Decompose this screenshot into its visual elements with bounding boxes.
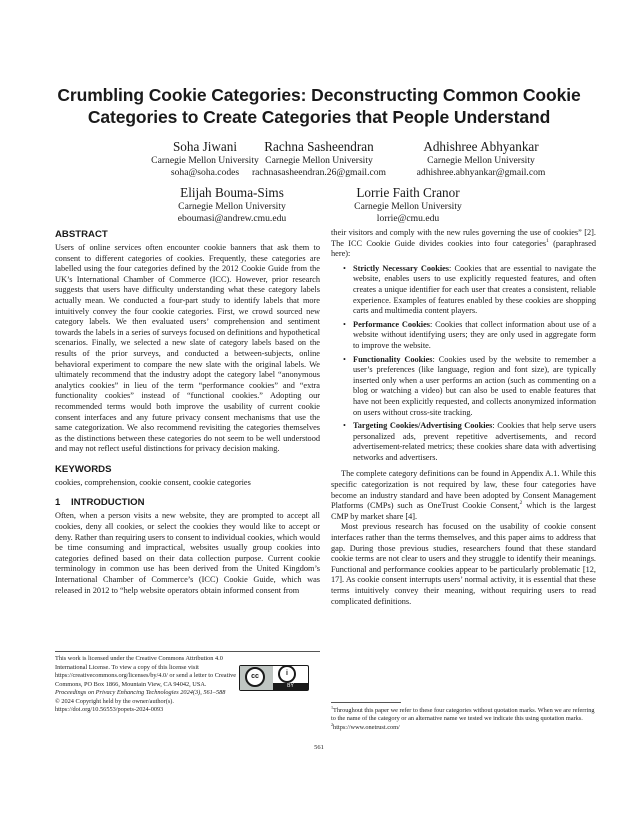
abstract-text: Users of online services often encounter cookie banners that ask them to consent to different categories of cookies. Frequently, these categories are labelled using the four categories defined by the 2012 Cookie Guide from the UK’s International Chamber of Commerce (ICC). However, prior research suggests that users have difficulty understanding what these category labels actually mean. We conducted a four-part study to identify labels that more intuitively convey the four cookie categories. First, we crowd sourced new category labels. We then evaluated users’ comprehension and sentiment towards the labels in a series of surveys focused on definitions and hypothetical scenarios. Finally, we selected a new slate of category labels based on the results of the prior surveys, and conducted a between-subjects, online behavioral experiment to compare the new slate with the original labels. We ultimately recommend that the industry adopt the category label “anonymous analytics cookies” in lieu of the term “performance cookies” and “extra functionality cookies” instead of “functional cookies.” Adopting our recommended terms would both improve the usability of current cookie consent interfaces and any future privacy consent mechanisms that use the same categorization. We also recommend revisiting the categories themselves as the distinctions between these categories do not seem to be well understood and may not reflect useful distinctions for privacy decision making. [55, 243, 320, 454]
copyright-line: © 2024 Copyright held by the owner/author(s). [55, 697, 174, 705]
category-term: Strictly Necessary Cookies [353, 263, 450, 273]
author-name: Elijah Bouma-Sims [180, 185, 284, 200]
category-term: Performance Cookies [353, 319, 431, 329]
keywords-text: cookies, comprehension, cookie consent, cookie categories [55, 477, 251, 487]
footnote-1: $^1$Throughout this paper we refer to these four categories without quotation marks. When we are referring to the name of the category or an alternative name we tested we indicate this using quotation marks. [331, 704, 595, 723]
list-item [343, 320, 596, 352]
author-affiliation: Carnegie Mellon University [151, 155, 259, 166]
section-number: 1 [55, 497, 61, 509]
footnotes [331, 702, 596, 734]
list-item [343, 264, 596, 317]
category-desc: : Cookies that help serve users personalized ads, prevent repetitive advertisements, and record advertisement-related metrics; these cookies share data with advertising networks and advertisers. [353, 421, 596, 462]
paper-title: Crumbling Cookie Categories: Deconstructing Common Cookie Categories to Create Categories that People Understand [57, 85, 581, 127]
author-4 [157, 185, 307, 224]
cookie-category-list [331, 264, 596, 464]
left-column [55, 229, 320, 596]
divider [331, 702, 401, 703]
abstract-heading: ABSTRACT [55, 229, 108, 240]
category-desc: : Cookies that collect information about use of a website without identifying users; they are only used in aggregate form to improve the website. [353, 319, 597, 350]
page-number: 561 [314, 744, 324, 751]
cc-icon: cc [245, 667, 265, 687]
license-text: This work is licensed under the Creative Commons Attribution 4.0 International License. To view a copy of this license visit https://creativecommons.org/licenses/by/4.0/ or send a letter to Creative Commons, PO Box 1866, Mountain View, CA 94042, USA. [55, 655, 237, 688]
author-2 [244, 139, 394, 178]
list-item [343, 421, 596, 463]
author-5 [333, 185, 483, 224]
keywords-heading: KEYWORDS [55, 463, 112, 475]
footnote-2: $^2$https://www.onetrust.com/ [331, 722, 400, 732]
category-term: Functionality Cookies [353, 354, 433, 364]
author-affiliation: Carnegie Mellon University [178, 201, 286, 212]
proceedings-line: Proceedings on Privacy Enhancing Technologies 2024(3), 561–588 [55, 689, 226, 696]
author-name: Rachna Sasheendran [264, 139, 374, 154]
introduction-heading [55, 497, 320, 509]
by-label: BY [273, 683, 308, 690]
paragraph: Most previous research has focused on the usability of cookie consent interfaces rather than the terms themselves, and this paper aims to address that gap. During those previous studies, researchers found that these standard cookie terms are not clear to users and they struggle to identify their meanings. Functional and performance cookies appear to be particularly problematic [12, 17]. As cookie consent interrupts users’ normal activity, it is essential that these terms intuitively convey their meaning, without requiring users to read complicated definitions. [331, 522, 596, 606]
footnote-ref-2: 2 [519, 500, 523, 507]
doi-line: https://doi.org/10.56553/popets-2024-0093 [55, 706, 164, 713]
category-desc: : Cookies used by the website to remember a user’s preferences (like language, region and font size), are typically inserted only when a user performs an action (such as commenting on a blog or watching a video) but can also be used to enable features that have not been explicitly requested, and collects anonymized information on users without cross-site tracking. [353, 354, 596, 417]
author-affiliation: Carnegie Mellon University [427, 155, 535, 166]
category-desc: : Cookies that are essential to navigate the website, enables users to use explicitly requested features, and often creates a unique identifier for each user that creates a consistent, reliable experience. Examples of features enabled by these cookies are shopping carts and multimedia content players. [353, 263, 596, 316]
author-email: rachnasasheendran.26@gmail.com [251, 166, 387, 178]
section-title: INTRODUCTION [71, 497, 145, 509]
introduction-text: Often, when a person visits a new website, they are prompted to accept all cookies, deny all cookies, or select the cookies they would like to accept or deny. Rather than requiring users to consent to individual cookies, which would be time consuming and impractical, websites usually group cookies into categories defined based on their data collection purpose. Current cookie terminology in common use has been derived from the United Kingdom’s International Chamber of Commerce’s (ICC) Cookie Guide, which was released in 2012 to “help website operators obtain informed consent from [55, 511, 320, 595]
intro-continued-paragraph: their visitors and comply with the new rules governing the use of cookies” [2]. The ICC Cookie Guide divides cookies into four categories$^1$ (paraphrased here): [331, 228, 596, 259]
paragraph: The complete category definitions can be found in Appendix A.1. While this specific categorization is not required by law, these four categories have become an industry standard and have been adopted by Consent Management Platforms (CMPs) such as OneTrust Cookie Consent,$^2$ which is the largest CMP by market share [4]. [331, 469, 597, 521]
divider [55, 651, 320, 652]
author-email: adhishree.abhyankar@gmail.com [416, 166, 546, 178]
author-affiliation: Carnegie Mellon University [265, 155, 373, 166]
list-item [343, 355, 596, 419]
author-name: Soha Jiwani [172, 139, 238, 154]
author-email: lorrie@cmu.edu [376, 212, 440, 224]
author-3 [406, 139, 556, 178]
person-icon: i [278, 665, 296, 683]
author-name: Adhishree Abhyankar [423, 139, 539, 154]
footnote-ref-1: 1 [546, 237, 549, 244]
cc-by-license-icon [239, 665, 309, 691]
author-name: Lorrie Faith Cranor [356, 185, 460, 200]
author-email: soha@soha.codes [170, 166, 240, 178]
right-column [331, 228, 596, 607]
author-email: eboumasi@andrew.cmu.edu [177, 212, 287, 224]
category-term: Targeting Cookies/Advertising Cookies [353, 421, 493, 431]
author-affiliation: Carnegie Mellon University [354, 201, 462, 212]
